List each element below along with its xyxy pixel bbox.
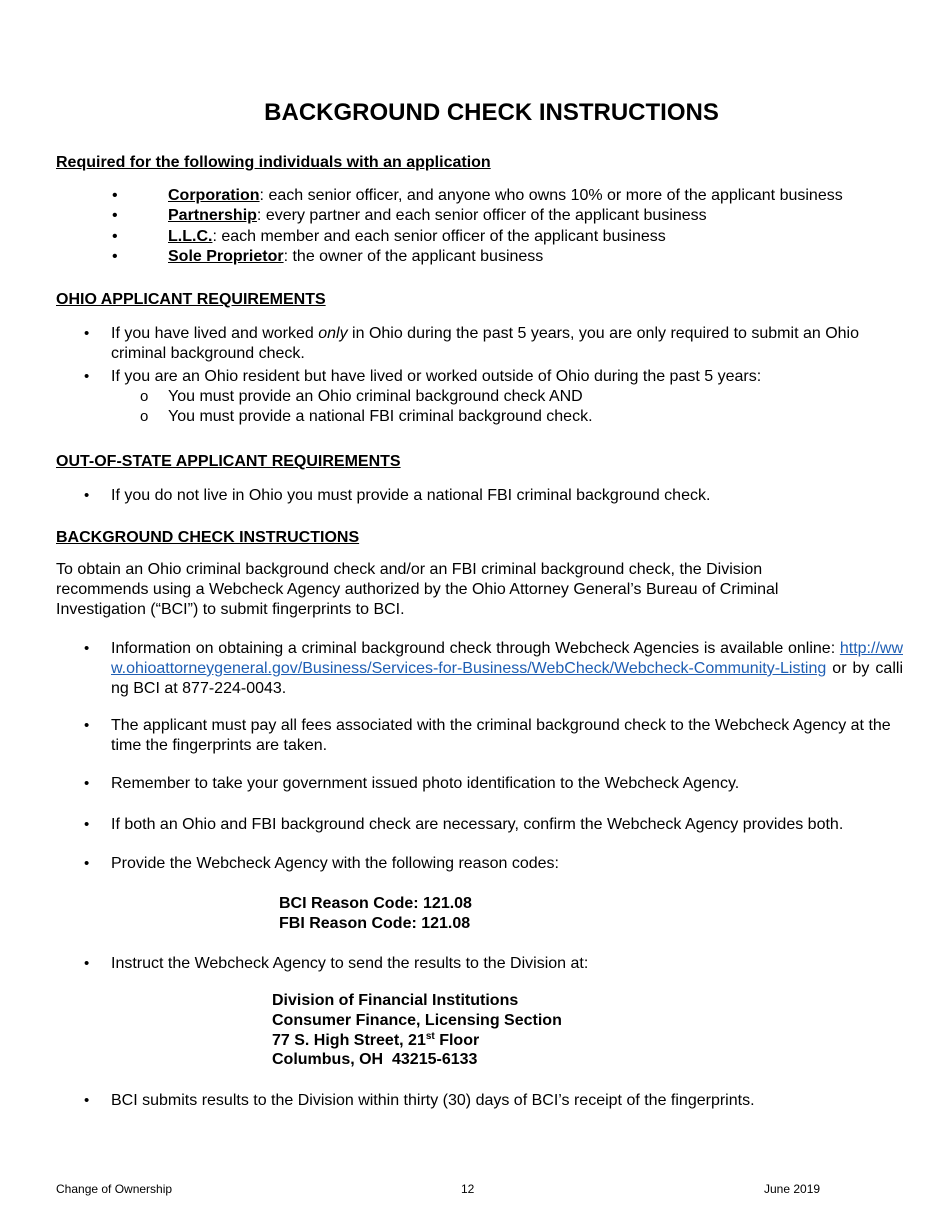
instructions-item-photo-id: Remember to take your government issued photo identification to the Webcheck Agency. [111,775,740,792]
text-run: If you have lived and worked [111,325,319,342]
address-line: Division of Financial Institutions [272,992,519,1009]
page-title: BACKGROUND CHECK INSTRUCTIONS [264,99,719,126]
bci-reason-code: BCI Reason Code: 121.08 [279,895,472,912]
footer-date: June 2019 [764,1182,821,1196]
superscript: st [425,1031,435,1042]
text-run: or by calling BCI at 877-224-0043. [111,660,903,697]
term-partnership: Partnership [168,207,257,224]
webcheck-listing-link[interactable]: http://www.ohioattorneygeneral.gov/Business/Services-for-Business/WebCheck/Webcheck-Community-Listing [111,640,903,677]
text-run: Floor [434,1032,480,1049]
term-description: : each member and each senior officer of the applicant business [212,228,666,245]
address-line: Consumer Finance, Licensing Section [272,1012,562,1029]
term-description: : every partner and each senior officer of the applicant business [256,207,707,224]
bullet-marker: • [84,640,90,657]
bullet-marker: • [112,228,118,245]
sub-bullet-marker: o [140,388,149,405]
instructions-item-fees: The applicant must pay all fees associated with the criminal background check to the Webcheck Agency at the time the fingerprints are taken. [111,717,891,754]
list-item [168,186,843,206]
list-item [168,227,666,247]
term-llc: L.L.C. [168,228,213,245]
bullet-marker: • [112,248,118,265]
text-run: in Ohio during the past 5 years, you are only required to submit an Ohio criminal background check. [111,325,859,362]
term-sole-proprietor: Sole Proprietor [168,248,284,265]
footer-document-name: Change of Ownership [56,1182,173,1196]
address-line: Columbus, OH 43215-6133 [272,1051,478,1068]
list-item [168,247,543,267]
list-item [168,206,707,226]
bullet-marker: • [84,325,90,342]
required-heading: Required for the following individuals with an application [56,154,491,171]
term-corporation: Corporation [168,187,260,204]
ohio-sub-item-ohio-check: You must provide an Ohio criminal background check AND [168,388,583,405]
bullet-marker: • [112,207,118,224]
footer-page-number: 12 [461,1182,475,1196]
bullet-marker: • [84,855,90,872]
bullet-marker: • [84,775,90,792]
bullet-marker: • [84,1092,90,1109]
sub-bullet-marker: o [140,408,149,425]
bullet-marker: • [84,487,90,504]
instructions-heading: BACKGROUND CHECK INSTRUCTIONS [56,529,360,546]
instructions-item-both-checks: If both an Ohio and FBI background check are necessary, confirm the Webcheck Agency provides both. [111,816,844,833]
out-of-state-heading: OUT-OF-STATE APPLICANT REQUIREMENTS [56,453,401,470]
bullet-marker: • [112,187,118,204]
instructions-item-webcheck-info [111,639,903,699]
ohio-item-only-ohio [111,324,911,364]
term-description: : each senior officer, and anyone who owns 10% or more of the applicant business [259,187,843,204]
bullet-marker: • [84,816,90,833]
out-of-state-item: If you do not live in Ohio you must provide a national FBI criminal background check. [111,487,711,504]
bullet-marker: • [84,717,90,734]
term-description: : the owner of the applicant business [283,248,544,265]
instructions-item-reason-codes: Provide the Webcheck Agency with the following reason codes: [111,855,559,872]
emphasis-only: only [318,325,348,342]
text-run: 77 S. High Street, 21 [272,1032,426,1049]
instructions-item-send-results: Instruct the Webcheck Agency to send the results to the Division at: [111,955,589,972]
address-line [272,1031,479,1051]
fbi-reason-code: FBI Reason Code: 121.08 [279,915,471,932]
bullet-marker: • [84,368,90,385]
text-run: Information on obtaining a criminal background check through Webcheck Agencies is available online: [111,640,840,657]
ohio-item-resident: If you are an Ohio resident but have lived or worked outside of Ohio during the past 5 years: [111,368,762,385]
ohio-heading: OHIO APPLICANT REQUIREMENTS [56,291,326,308]
ohio-sub-item-fbi-check: You must provide a national FBI criminal background check. [168,408,593,425]
instructions-item-results-timing: BCI submits results to the Division within thirty (30) days of BCI’s receipt of the fingerprints. [111,1092,755,1109]
instructions-intro: To obtain an Ohio criminal background check and/or an FBI criminal background check, the Division recommends using a Webcheck Agency authorized by the Ohio Attorney General’s Bureau of Criminal Investigation (“BCI”) to submit fingerprints to BCI. [56,561,779,618]
bullet-marker: • [84,955,90,972]
